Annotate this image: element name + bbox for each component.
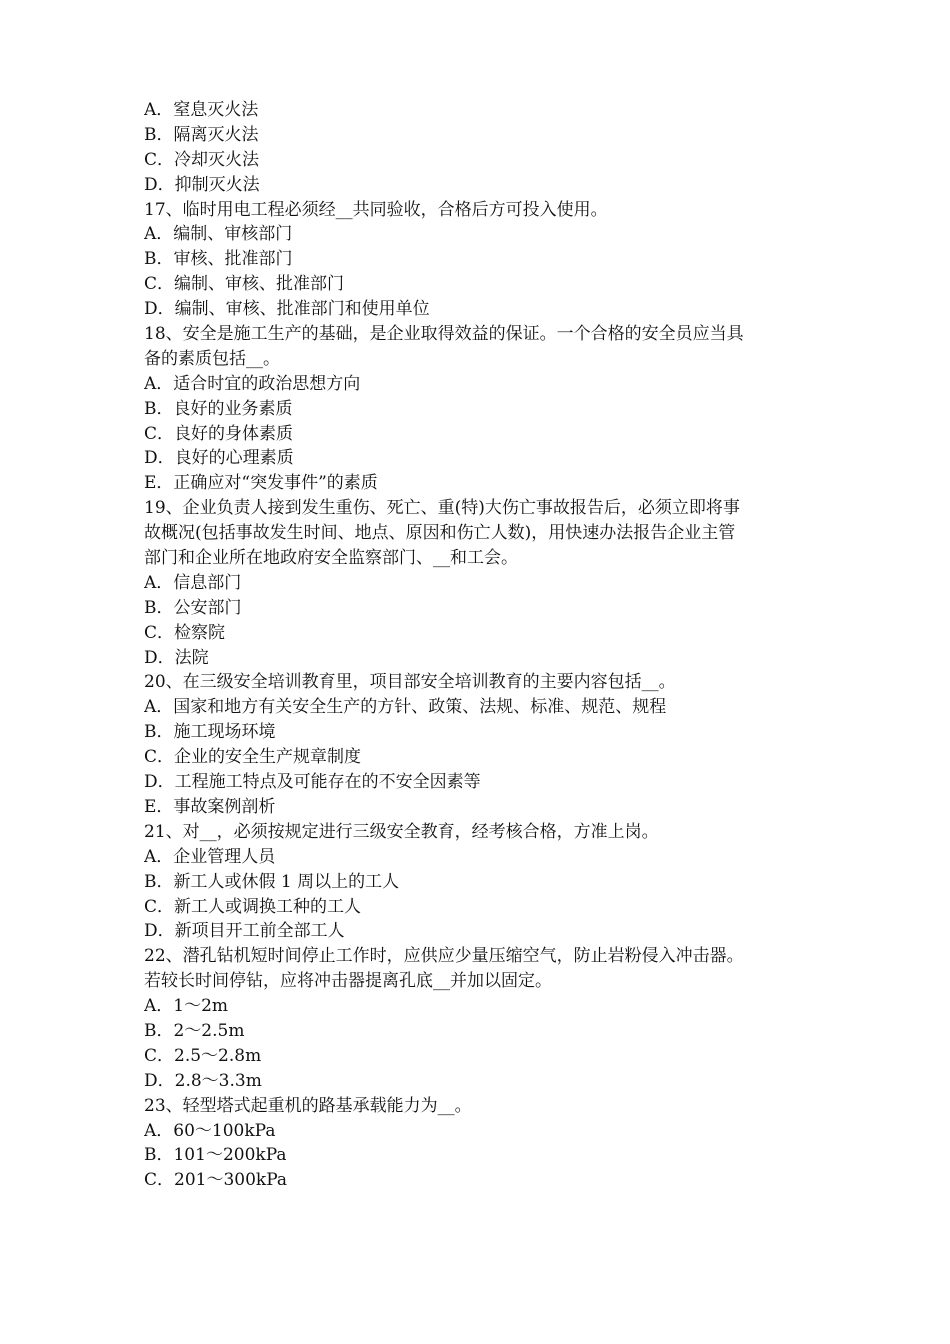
question-18: 18、安全是施工生产的基础，是企业取得效益的保证。一个合格的安全员应当具: [144, 324, 744, 345]
option-line: A．窒息灭火法: [144, 100, 259, 120]
option-line: B．新工人或休假 1 周以上的工人: [144, 871, 400, 892]
question-17: 17、临时用电工程必须经__共同验收，合格后方可投入使用。: [144, 199, 608, 220]
question-22-cont: 若较长时间停钻，应将冲击器提离孔底__并加以固定。: [144, 971, 552, 992]
option-line: E．事故案例剖析: [144, 796, 276, 817]
option-line: A．60～100kPa: [144, 1120, 276, 1141]
question-19-cont: 部门和企业所在地政府安全监察部门、__和工会。: [144, 548, 518, 569]
option-line: C．201～300kPa: [144, 1170, 288, 1191]
option-line: B．2～2.5m: [144, 1020, 245, 1041]
option-line: D．工程施工特点及可能存在的不安全因素等: [144, 772, 481, 793]
option-line: A．1～2m: [144, 996, 229, 1017]
option-line: B．101～200kPa: [144, 1145, 287, 1166]
option-line: D．编制、审核、批准部门和使用单位: [144, 299, 430, 320]
question-22: 22、潜孔钻机短时间停止工作时，应供应少量压缩空气，防止岩粉侵入冲击器。: [144, 946, 744, 967]
option-line: C．新工人或调换工种的工人: [144, 896, 362, 917]
option-line: A．信息部门: [144, 572, 242, 593]
question-23: 23、轻型塔式起重机的路基承载能力为__。: [144, 1095, 472, 1116]
question-18-cont: 备的素质包括__。: [144, 348, 280, 369]
option-line: D．新项目开工前全部工人: [144, 921, 345, 942]
option-line: B．审核、批准部门: [144, 249, 293, 270]
option-line: C．检察院: [144, 622, 226, 643]
option-line: C．企业的安全生产规章制度: [144, 747, 362, 768]
option-line: D．2.8～3.3m: [144, 1070, 262, 1091]
option-line: D．良好的心理素质: [144, 448, 294, 469]
option-line: C．良好的身体素质: [144, 423, 294, 444]
question-19-cont: 故概况(包括事故发生时间、地点、原因和伤亡人数)，用快速办法报告企业主管: [144, 523, 736, 544]
option-line: C．编制、审核、批准部门: [144, 274, 345, 295]
option-line: D．抑制灭火法: [144, 174, 260, 195]
option-line: E．正确应对“突发事件”的素质: [144, 473, 378, 494]
document-page: [144, 98, 814, 1193]
option-line: A．企业管理人员: [144, 846, 276, 867]
option-line: B．良好的业务素质: [144, 398, 293, 419]
question-20: 20、在三级安全培训教育里，项目部安全培训教育的主要内容包括__。: [144, 672, 676, 693]
option-line: B．隔离灭火法: [144, 124, 259, 145]
question-19: 19、企业负责人接到发生重伤、死亡、重(特)大伤亡事故报告后，必须立即将事: [144, 498, 740, 519]
option-line: A．适合时宜的政治思想方向: [144, 373, 361, 394]
option-line: D．法院: [144, 647, 209, 668]
question-21: 21、对__，必须按规定进行三级安全教育，经考核合格，方准上岗。: [144, 821, 659, 842]
option-line: C．2.5～2.8m: [144, 1045, 262, 1066]
option-line: A．编制、审核部门: [144, 224, 293, 245]
option-line: B．施工现场环境: [144, 722, 276, 743]
option-line: C．冷却灭火法: [144, 149, 260, 170]
option-line: B．公安部门: [144, 597, 242, 618]
option-line: A．国家和地方有关安全生产的方针、政策、法规、标准、规范、规程: [144, 697, 667, 718]
